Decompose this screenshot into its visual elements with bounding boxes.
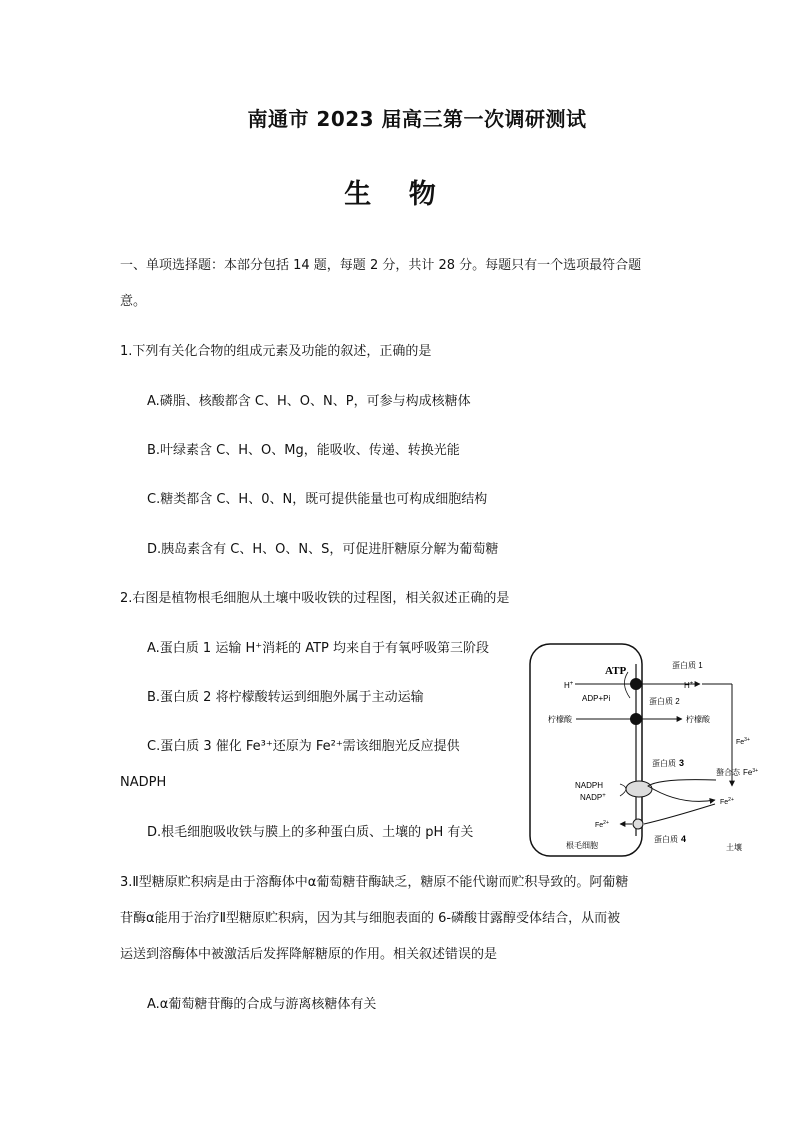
cell-label: 根毛细胞 <box>566 841 598 850</box>
protein-3-marker <box>626 781 652 797</box>
question-2-option-a: A.蛋白质 1 运输 H⁺消耗的 ATP 均来自于有氧呼吸第三阶段 <box>147 641 490 656</box>
question-2-option-c-line1: C.蛋白质 3 催化 Fe³⁺还原为 Fe²⁺需该细胞光反应提供 <box>147 739 460 754</box>
nadph-label: NADPH <box>575 781 604 790</box>
nadp-label: NADP+ <box>580 793 606 802</box>
question-2-stem: 2.右图是植物根毛细胞从土壤中吸收铁的过程图，相关叙述正确的是 <box>120 591 510 606</box>
question-1-option-c: C.糖类都含 C、H、0、N，既可提供能量也可构成细胞结构 <box>147 492 488 507</box>
protein-4-label: 蛋白质 4 <box>654 834 687 844</box>
protein-3-label: 蛋白质 3 <box>652 758 685 768</box>
fe-reduction-arrow <box>648 780 716 802</box>
question-3-line2: 苷酶α能用于治疗Ⅱ型糖原贮积病，因为其与细胞表面的 6-磷酸甘露醇受体结合，从而被 <box>120 911 621 926</box>
exam-title: 南通市 2023 届高三第一次调研测试 <box>247 107 587 131</box>
iron-uptake-diagram <box>520 638 782 860</box>
question-3-line3: 运送到溶酶体中被激活后发挥降解糖原的作用。相关叙述错误的是 <box>120 947 498 962</box>
question-1-option-d: D.胰岛素含有 C、H、O、N、S，可促进肝糖原分解为葡萄糖 <box>147 542 499 557</box>
question-2-option-c-line2: NADPH <box>120 775 167 790</box>
subject-title: 生 物 <box>344 179 450 210</box>
citrate-inside-label: 柠檬酸 <box>548 715 572 724</box>
question-1-stem: 1.下列有关化合物的组成元素及功能的叙述，正确的是 <box>120 344 432 359</box>
section-heading-line2: 意。 <box>120 294 147 309</box>
question-2-option-b: B.蛋白质 2 将柠檬酸转运到细胞外属于主动运输 <box>147 690 424 705</box>
question-3-line1: 3.Ⅱ型糖原贮积病是由于溶酶体中α葡萄糖苷酶缺乏，糖原不能代谢而贮积导致的。阿葡糖 <box>120 875 629 890</box>
adp-label: ADP+Pi <box>582 694 611 703</box>
nadph-curve <box>620 784 626 796</box>
atp-label: ATP <box>605 665 627 677</box>
fe2-inside-label: $Fe^{2+}$ <box>595 820 609 829</box>
protein-1-label: 蛋白质 1 <box>672 661 703 670</box>
question-1-option-b: B.叶绿素含 C、H、O、Mg，能吸收、传递、转换光能 <box>147 443 460 458</box>
section-heading-line1: 一、单项选择题：本部分包括 14 题，每题 2 分，共计 28 分。每题只有一个选项最符合题 <box>120 258 642 273</box>
protein-2-label: 蛋白质 2 <box>649 697 680 706</box>
h-inside-label: H+ <box>564 681 574 690</box>
question-2-option-d: D.根毛细胞吸收铁与膜上的多种蛋白质、土壤的 pH 有关 <box>147 825 474 840</box>
h-outside-label: H+ <box>684 681 694 690</box>
question-1-option-a: A.磷脂、核酸都含 C、H、O、N、P，可参与构成核糖体 <box>147 394 471 409</box>
fe2-uptake-curve <box>644 804 715 824</box>
citrate-outside-label: 柠檬酸 <box>686 715 710 724</box>
question-3-option-a: A.α葡萄糖苷酶的合成与游离核糖体有关 <box>147 997 377 1012</box>
soil-label: 土壤 <box>726 843 742 852</box>
fe3-soil-label: $Fe^{3+}$ <box>736 737 750 746</box>
chelate-label: 螯合态 $Fe^{3+}$ <box>716 768 759 777</box>
protein-4-marker <box>633 819 643 829</box>
fe2-soil-label: $Fe^{2+}$ <box>720 797 734 806</box>
